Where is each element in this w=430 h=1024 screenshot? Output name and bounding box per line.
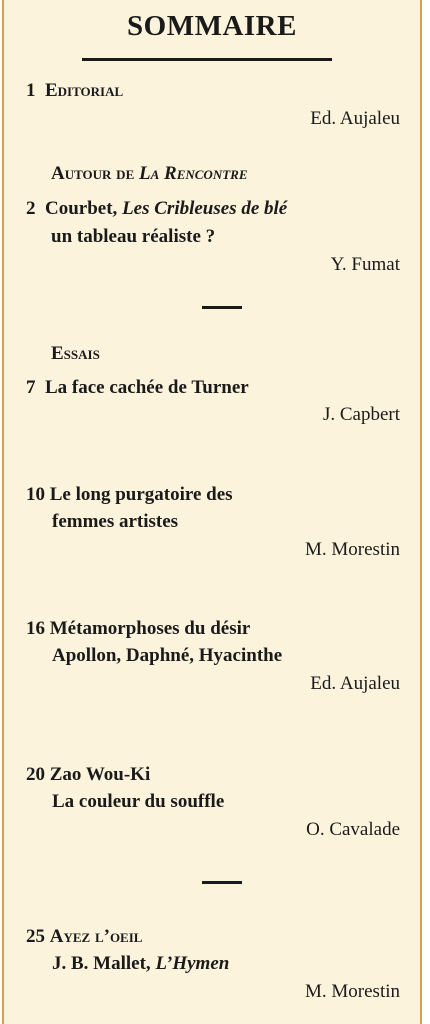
- section-title-italic: La Rencontre: [139, 163, 248, 184]
- page-number: 1: [26, 80, 36, 101]
- page-number: 2: [26, 198, 36, 219]
- entry-title: La face cachée de Turner: [45, 377, 249, 398]
- entry-author: M. Morestin: [305, 981, 400, 1002]
- toc-entry-ayez-loeil: [26, 926, 142, 948]
- section-heading-essais: Essais: [51, 343, 100, 364]
- toc-entry-editorial: [26, 80, 123, 102]
- entry-title: Métamorphoses du désir: [49, 618, 251, 639]
- entry-author: Ed. Aujaleu: [310, 673, 400, 694]
- toc-entry-courbet: [26, 198, 287, 220]
- entry-title: Zao Wou-Ki: [49, 764, 151, 785]
- entry-author: O. Cavalade: [306, 819, 400, 840]
- entry-title: Le long purgatoire des: [49, 484, 233, 505]
- section-prefix: Autour de: [51, 163, 139, 184]
- entry-title-line2: [52, 953, 229, 975]
- entry-title-line2: femmes artistes: [52, 511, 179, 532]
- entry-subtitle-italic: L’Hymen: [155, 953, 230, 974]
- entry-title-italic: Les Cribleuses de blé: [122, 198, 288, 219]
- entry-author: Ed. Aujaleu: [310, 108, 400, 129]
- section-heading-autour: [51, 163, 248, 185]
- page-number: 7: [26, 377, 36, 398]
- toc-entry-turner: [26, 377, 249, 399]
- entry-author: M. Morestin: [305, 539, 400, 560]
- table-of-contents-panel: [2, 0, 422, 1024]
- entry-author: Y. Fumat: [330, 254, 400, 275]
- page-number: 10: [26, 484, 45, 505]
- toc-entry-femmes-artistes: [26, 484, 233, 506]
- toc-entry-zao-wou-ki: [26, 764, 150, 786]
- entry-title-prefix: Courbet,: [45, 198, 123, 219]
- entry-subtitle: un tableau réaliste ?: [51, 226, 216, 247]
- entry-author: J. Capbert: [322, 404, 400, 425]
- toc-entry-metamorphoses: [26, 618, 250, 640]
- page-number: 16: [26, 618, 45, 639]
- entry-subtitle-prefix: J. B. Mallet,: [52, 953, 156, 974]
- entry-title-line2: Apollon, Daphné, Hyacinthe: [52, 645, 283, 666]
- entry-title: Editorial: [45, 80, 124, 101]
- page-number: 20: [26, 764, 45, 785]
- entry-title: Ayez l’oeil: [49, 926, 143, 947]
- entry-title-line2: La couleur du souffle: [52, 791, 225, 812]
- section-separator: [202, 306, 242, 309]
- page-number: 25: [26, 926, 45, 947]
- page-title: SOMMAIRE: [127, 10, 297, 42]
- section-separator: [202, 881, 242, 884]
- title-underline: [82, 58, 332, 61]
